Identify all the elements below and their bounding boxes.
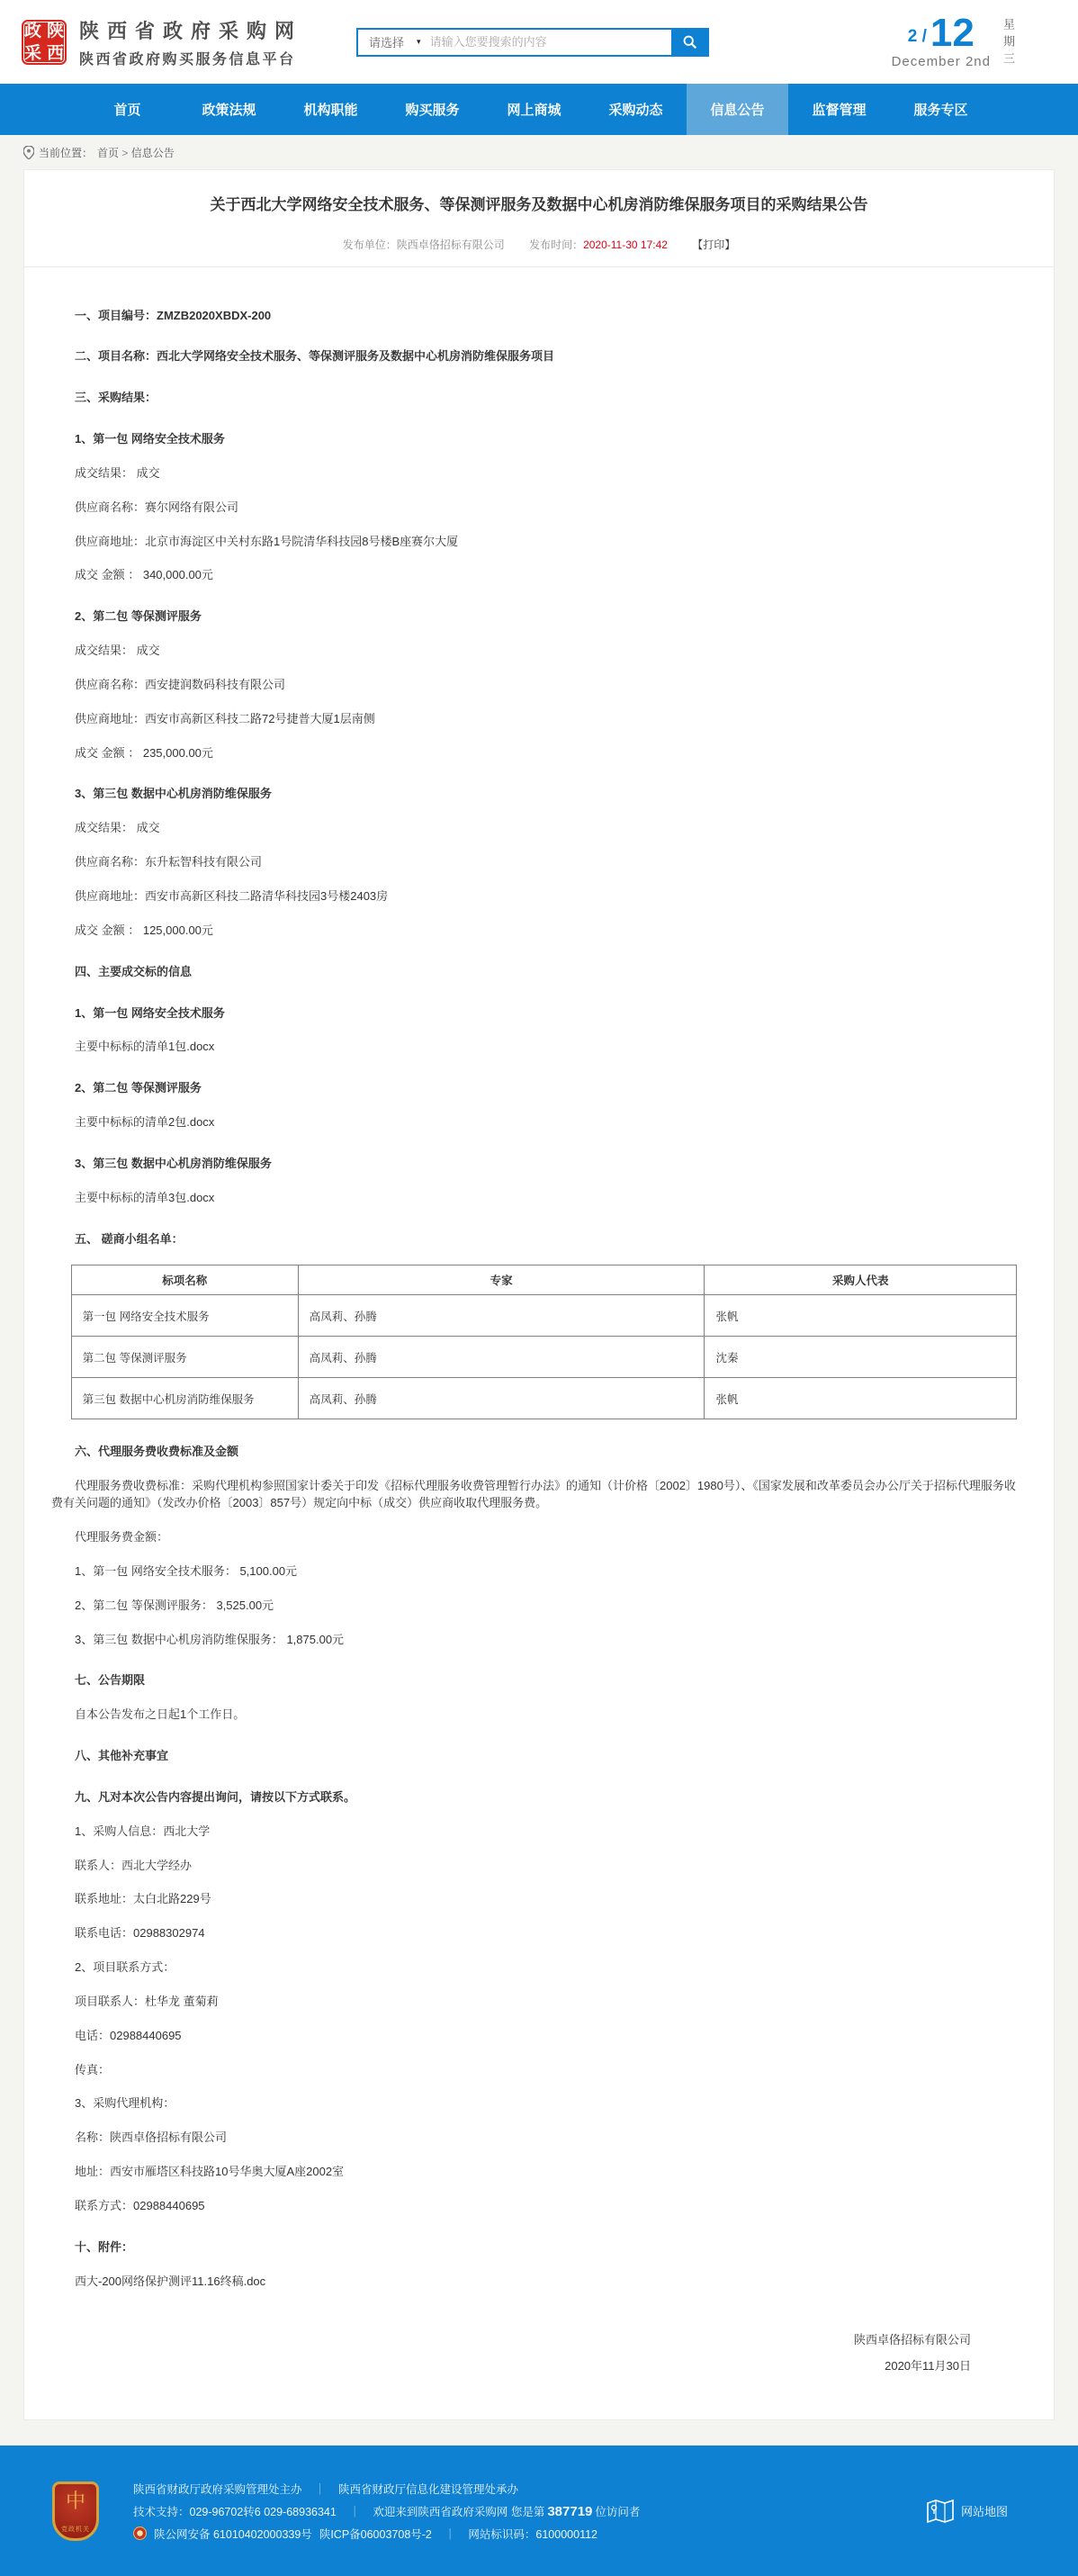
sitemap-label: 网站地图 xyxy=(960,2505,1008,2519)
section-heading: 九、凡对本次公告内容提出询问，请按以下方式联系。 xyxy=(75,1789,356,1804)
print-button[interactable]: 【打印】 xyxy=(692,238,736,251)
article-paragraph: 2、第二包 等保测评服务： 3,525.00元 xyxy=(75,1598,274,1612)
table-cell: 第一包 网络安全技术服务 xyxy=(71,1295,298,1337)
logo-char: 采 xyxy=(23,43,41,63)
emblem-label: 党政机关 xyxy=(61,2526,90,2533)
section-heading: 十、附件： xyxy=(75,2239,134,2254)
attachment-link[interactable]: 主要中标标的清单3包.docx xyxy=(75,1190,215,1204)
search-category-select[interactable] xyxy=(358,33,430,50)
nav-item-3[interactable]: 购买服务 xyxy=(405,103,460,118)
breadcrumb-trail xyxy=(97,145,175,160)
article-paragraph: 成交结果： 成交 xyxy=(75,821,160,835)
site-names xyxy=(79,16,302,68)
article-paragraph: 联系人：西北大学经办 xyxy=(75,1858,193,1872)
top-header xyxy=(0,0,1078,84)
article-paragraph: 供应商地址：西安市高新区科技二路72号捷普大厦1层南侧 xyxy=(75,711,375,725)
attachment-link[interactable]: 主要中标标的清单1包.docx xyxy=(75,1040,215,1054)
publish-time-label: 发布时间： xyxy=(529,238,584,251)
nav-item-0[interactable]: 首页 xyxy=(113,103,141,118)
site-logo[interactable] xyxy=(22,20,67,65)
table-header-cell: 专家 xyxy=(298,1265,705,1295)
table-row xyxy=(71,1378,1016,1419)
footer-welcome: 欢迎来到陕西省政府采购网 您是第 387719 位访问者 xyxy=(373,2503,641,2519)
article-paragraph: 供应商名称：东升耘智科技有限公司 xyxy=(75,855,263,869)
article-paragraph: 成交结果： 成交 xyxy=(75,644,160,658)
nav-item-4[interactable]: 网上商城 xyxy=(507,103,561,118)
footer-co-organizer: 陕西省财政厅信息化建设管理处承办 xyxy=(338,2482,519,2496)
emblem-icon: 中 xyxy=(65,2489,85,2512)
table-cell: 高凤莉、孙腾 xyxy=(298,1378,705,1419)
section-heading: 三、采购结果： xyxy=(75,391,157,405)
signature-company: 陕西卓佫招标有限公司 xyxy=(853,2332,971,2346)
government-emblem xyxy=(52,2481,99,2541)
article-body xyxy=(24,267,1054,2381)
footer-police-record[interactable]: 陕公网安备 61010402000339号 xyxy=(154,2527,312,2541)
search-icon xyxy=(682,34,697,50)
article-paragraph: 3、采购代理机构： xyxy=(75,2096,175,2111)
breadcrumb-item-0[interactable]: 首页 xyxy=(97,146,120,159)
nav-item-6-active[interactable]: 信息公告 xyxy=(687,84,788,135)
article-paragraph: 联系地址：太白北路229号 xyxy=(75,1892,211,1906)
logo-char: 政 xyxy=(23,21,41,41)
attachment-link[interactable]: 西大-200网络保护测评11.16终稿.doc xyxy=(75,2274,266,2288)
signature-block xyxy=(51,2327,1027,2381)
footer-site-code: 网站标识码：6100000112 xyxy=(468,2527,597,2541)
section-heading: 3、第三包 数据中心机房消防维保服务 xyxy=(75,787,272,801)
search-select-label: 请选择 xyxy=(369,36,405,50)
police-badge-icon xyxy=(133,2526,147,2540)
section-heading: 2、第二包 等保测评服务 xyxy=(75,1081,202,1095)
search-button[interactable] xyxy=(671,30,707,55)
section-heading: 1、第一包 网络安全技术服务 xyxy=(75,1005,225,1020)
table-header-cell: 采购人代表 xyxy=(705,1265,1017,1295)
article-paragraph: 供应商地址：北京市海淀区中关村东路1号院清华科技园8号楼B座赛尔大厦 xyxy=(75,534,459,548)
section-heading: 五、 磋商小组名单： xyxy=(75,1231,184,1246)
nav-item-5[interactable]: 采购动态 xyxy=(608,103,663,118)
section-heading: 2、第二包 等保测评服务 xyxy=(75,609,202,624)
table-row xyxy=(71,1295,1016,1337)
table-header-cell: 标项名称 xyxy=(71,1265,298,1295)
page-footer xyxy=(0,2445,1078,2576)
footer-organizer: 陕西省财政厅政府采购管理处主办 xyxy=(133,2482,302,2496)
section-heading: 1、第一包 网络安全技术服务 xyxy=(75,432,225,446)
article-paragraph: 传真： xyxy=(75,2062,111,2076)
search-input[interactable] xyxy=(430,30,671,55)
breadcrumb-prefix: 当前位置： xyxy=(39,146,94,159)
nav-item-8[interactable]: 服务专区 xyxy=(913,103,968,118)
table-cell: 张帆 xyxy=(705,1378,1017,1419)
article-paragraph: 代理服务费收费标准：采购代理机构参照国家计委关于印发《招标代理服务收费管理暂行办法》的通知（计价格〔2002〕1980号）、《国家发展和改革委员会办公厅关于招标代理服务收费有关问题的通知》（发改办价格〔2003〕857号）规定向中标（成交）供应商收取代理服务费。 xyxy=(51,1479,1016,1510)
section-heading: 八、其他补充事宜 xyxy=(75,1749,169,1763)
nav-item-2[interactable]: 机构职能 xyxy=(303,103,358,118)
section-heading: 六、代理服务费收费标准及金额 xyxy=(75,1445,239,1459)
main-nav xyxy=(0,84,1078,135)
section-heading: 一、项目编号：ZMZB2020XBDX-200 xyxy=(75,308,272,322)
article-paragraph: 代理服务费金额： xyxy=(75,1529,169,1544)
article-paragraph: 成交 金额 ： 340,000.00元 xyxy=(75,568,213,582)
article-paragraph: 名称：陕西卓佫招标有限公司 xyxy=(75,2130,228,2145)
article-paragraph: 联系方式：02988440695 xyxy=(75,2199,205,2212)
page-title: 关于西北大学网络安全技术服务、等保测评服务及数据中心机房消防维保服务项目的采购结果公告 xyxy=(210,196,868,213)
article-paragraph: 联系电话：02988302974 xyxy=(75,1926,205,1941)
breadcrumb-separator: > xyxy=(119,146,131,159)
article-paragraph: 成交 金额 ： 125,000.00元 xyxy=(75,923,213,937)
article-paragraph: 供应商地址：西安市高新区科技二路清华科技园3号楼2403房 xyxy=(75,889,389,903)
article-paragraph: 1、采购人信息：西北大学 xyxy=(75,1824,211,1838)
date-month-en: December xyxy=(891,53,961,69)
location-pin-icon xyxy=(23,146,34,159)
table-cell: 高凤莉、孙腾 xyxy=(298,1337,705,1378)
section-heading: 七、公告期限 xyxy=(75,1673,146,1688)
article-paragraph: 地址：西安市雁塔区科技路10号华奥大厦A座2002室 xyxy=(75,2165,345,2179)
article-paragraph: 2、项目联系方式： xyxy=(75,1960,175,1975)
table-row xyxy=(71,1337,1016,1378)
publish-time: 2020-11-30 17:42 xyxy=(583,238,668,251)
article-paragraph: 供应商名称：西安捷润数码科技有限公司 xyxy=(75,677,286,691)
nav-item-7[interactable]: 监督管理 xyxy=(812,103,867,118)
article-paragraph: 成交 金额 ： 235,000.00元 xyxy=(75,745,213,760)
sitemap-link[interactable] xyxy=(927,2499,1008,2523)
article-paragraph: 电话：02988440695 xyxy=(75,2028,182,2042)
table-cell: 高凤莉、孙腾 xyxy=(298,1295,705,1337)
signature-date: 2020年11月30日 xyxy=(885,2359,971,2373)
article-paragraph: 3、第三包 数据中心机房消防维保服务： 1,875.00元 xyxy=(75,1632,345,1646)
article-paragraph: 自本公告发布之日起1个工作日。 xyxy=(75,1707,246,1722)
footer-texts: 陕西省财政厅政府采购管理处主办 ｜ 陕西省财政厅信息化建设管理处承办 技术支持：029-96702转6 029-68936341 ｜ 欢迎来到陕西省政府采购网 您是第 387719 位访问者 陕公网安备 61010402000339号 陕ICP备06003708号-2 ｜ 网站标识码：6100000112 xyxy=(133,2474,640,2548)
section-heading: 3、第三包 数据中心机房消防维保服务 xyxy=(75,1156,272,1170)
date-widget xyxy=(891,11,1056,69)
search-bar xyxy=(356,28,709,57)
date-month-num: 2 / xyxy=(907,26,927,46)
site-title: 陕西省政府采购网 xyxy=(79,19,303,42)
map-icon xyxy=(927,2499,954,2523)
attachment-link[interactable]: 主要中标标的清单2包.docx xyxy=(75,1115,215,1130)
section-heading: 四、主要成交标的信息 xyxy=(75,964,193,978)
date-ordinal: 2nd xyxy=(965,53,991,69)
nav-item-1[interactable]: 政策法规 xyxy=(202,103,256,118)
announcement-card xyxy=(23,169,1055,2420)
section-heading: 二、项目名称：西北大学网络安全技术服务、等保测评服务及数据中心机房消防维保服务项目 xyxy=(75,349,555,364)
breadcrumb-item-1: 信息公告 xyxy=(130,146,175,159)
article-paragraph: 供应商名称：赛尔网络有限公司 xyxy=(75,500,239,514)
negotiation-group-table xyxy=(71,1265,1017,1419)
date-weekday: 星期三 xyxy=(1002,18,1015,69)
logo-char: 陕 xyxy=(46,21,64,41)
footer-icp-record[interactable]: 陕ICP备06003708号-2 xyxy=(319,2527,432,2541)
table-cell: 沈秦 xyxy=(705,1337,1017,1378)
chevron-down-icon: ▾ xyxy=(417,37,421,46)
table-cell: 第二包 等保测评服务 xyxy=(71,1337,298,1378)
article-meta xyxy=(24,237,1054,267)
footer-tech-support: 技术支持：029-96702转6 029-68936341 xyxy=(133,2505,337,2518)
publisher: 发布单位：陕西卓佫招标有限公司 xyxy=(342,238,505,251)
article-paragraph: 成交结果： 成交 xyxy=(75,465,160,480)
table-cell: 第三包 数据中心机房消防维保服务 xyxy=(71,1378,298,1419)
breadcrumb xyxy=(0,135,1078,169)
logo-char: 西 xyxy=(46,43,64,63)
visitor-count: 387719 xyxy=(547,2503,593,2519)
article-paragraph: 1、第一包 网络安全技术服务： 5,100.00元 xyxy=(75,1563,298,1578)
date-day-num: 12 xyxy=(930,11,975,55)
article-paragraph: 项目联系人：杜华龙 董菊莉 xyxy=(75,1994,219,2008)
site-subtitle: 陕西省政府购买服务信息平台 xyxy=(79,51,296,68)
table-cell: 张帆 xyxy=(705,1295,1017,1337)
